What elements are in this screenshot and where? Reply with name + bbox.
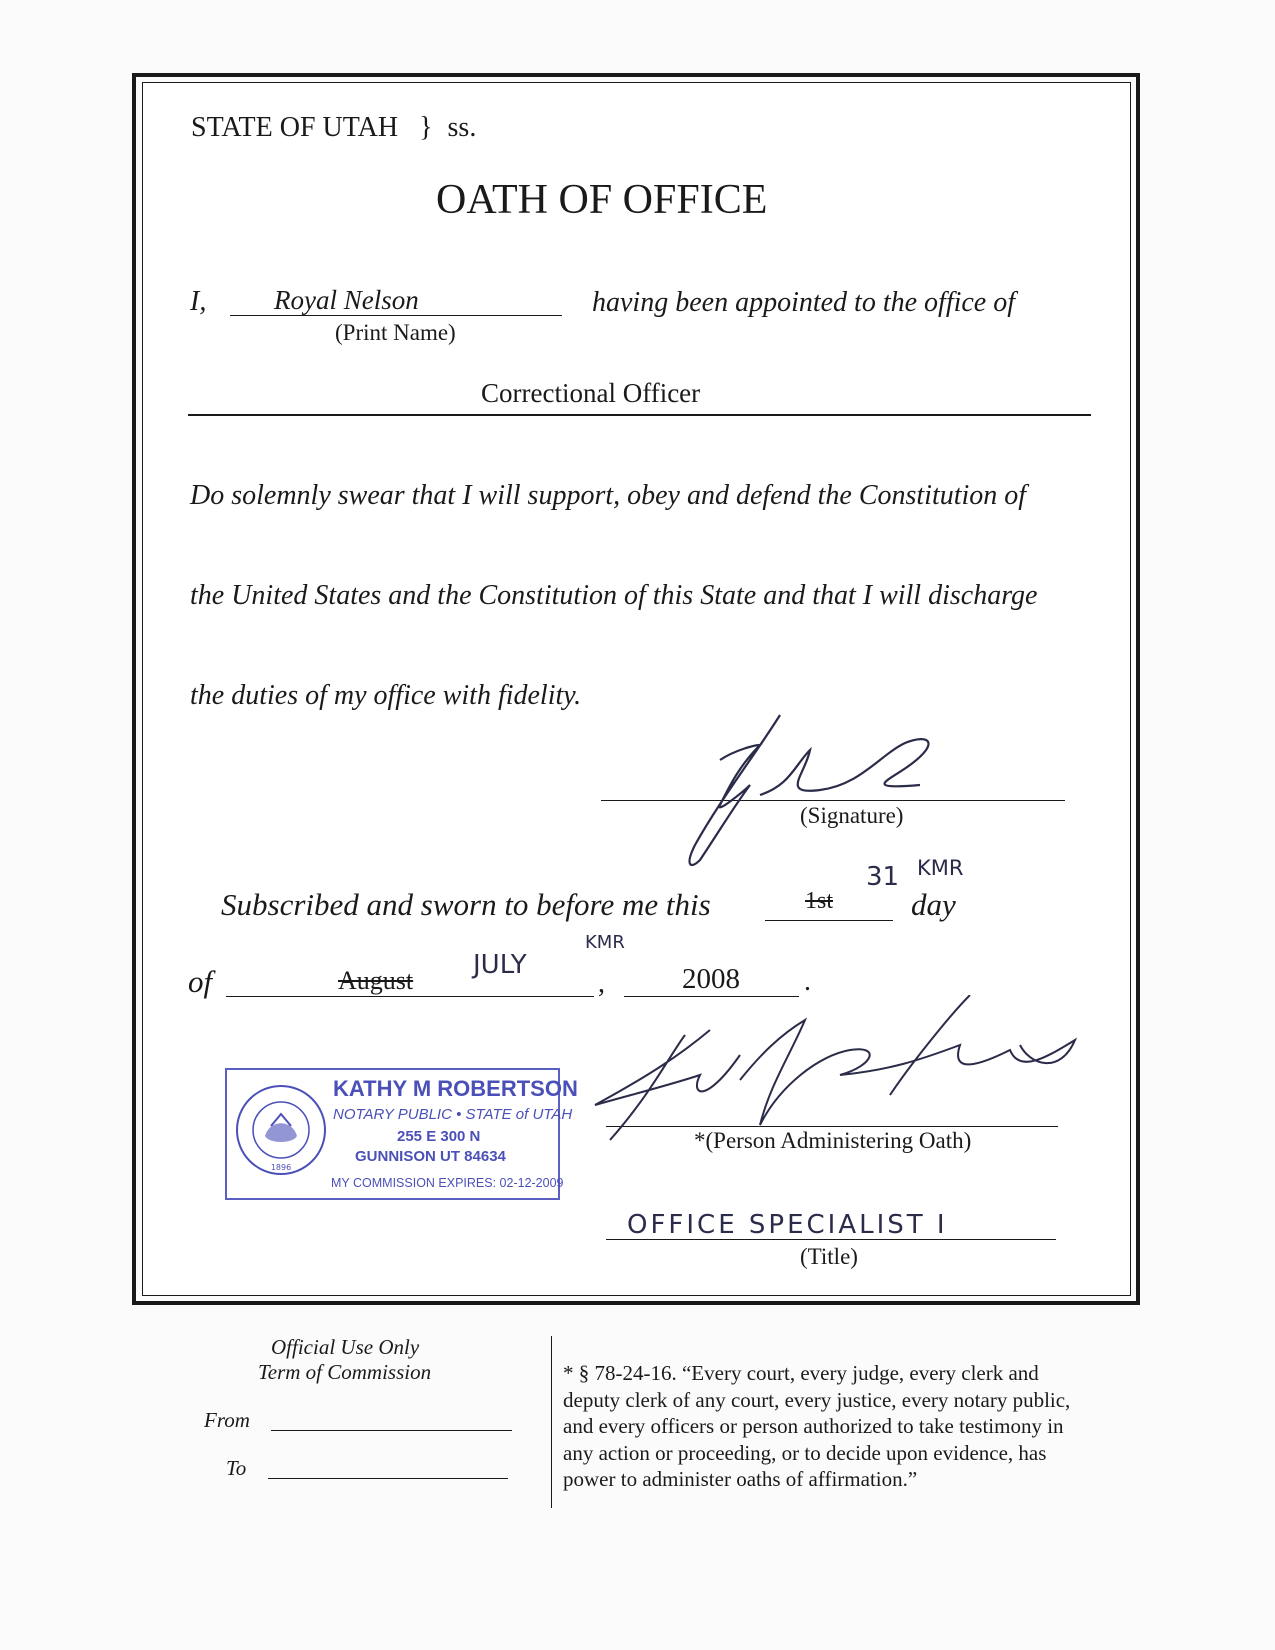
name-value: Royal Nelson <box>274 285 419 315</box>
state-label: STATE OF UTAH <box>191 112 399 143</box>
notary-expires: MY COMMISSION EXPIRES: 02-12-2009 <box>331 1176 564 1190</box>
period: . <box>804 966 811 997</box>
footnote-line-5: power to administer oaths of affirmation.” <box>563 1467 918 1491</box>
oath-line-1: Do solemnly swear that I will support, obey and defend the Constitution of <box>190 480 1027 511</box>
brace: } <box>419 112 433 143</box>
day-initials: KMR <box>917 856 964 880</box>
name-caption: (Print Name) <box>335 320 456 345</box>
from-line <box>271 1408 512 1431</box>
notary-address-2: GUNNISON UT 84634 <box>355 1148 506 1165</box>
title-caption: (Title) <box>800 1244 858 1269</box>
pronoun-i: I, <box>190 286 207 317</box>
to-label: To <box>226 1456 247 1480</box>
to-line <box>268 1456 508 1479</box>
title-handwritten: OFFICE SPECIALIST I <box>627 1210 948 1240</box>
footnote-line-1: * § 78-24-16. “Every court, every judge, every clerk and <box>563 1361 1039 1385</box>
state-seal-icon <box>235 1084 327 1176</box>
official-use-heading: Official Use Only <box>271 1335 420 1359</box>
footnote-line-3: and every officers or person authorized to take testimony in <box>563 1414 1064 1438</box>
administrator-caption: *(Person Administering Oath) <box>694 1128 972 1153</box>
footer-divider <box>551 1336 552 1508</box>
ss-label: ss. <box>447 112 477 143</box>
statute-footnote <box>563 1360 1070 1493</box>
subscribed-text: Subscribed and sworn to before me this <box>221 887 711 922</box>
page-title: OATH OF OFFICE <box>436 177 768 223</box>
administrator-signature-scribble <box>590 995 1090 1145</box>
notary-stamp <box>225 1068 578 1200</box>
day-handwritten: 31 <box>866 862 900 892</box>
month-handwritten: JULY <box>473 950 527 980</box>
notary-name: KATHY M ROBERTSON <box>333 1076 578 1101</box>
seal-year: 1896 <box>270 1163 292 1172</box>
signature-caption: (Signature) <box>800 803 904 828</box>
notary-role: NOTARY PUBLIC • STATE of UTAH <box>333 1106 573 1123</box>
oath-line-2: the United States and the Constitution of this State and that I will discharge <box>190 580 1038 611</box>
office-value: Correctional Officer <box>481 378 701 408</box>
oath-line-3: the duties of my office with fidelity. <box>190 680 582 711</box>
from-label: From <box>204 1408 250 1432</box>
footnote-line-4: any action or proceeding, or to decide upon evidence, has <box>563 1440 1047 1465</box>
of-word: of <box>188 964 213 999</box>
day-word: day <box>911 887 956 922</box>
venue-line <box>191 112 476 144</box>
term-heading: Term of Commission <box>258 1360 432 1384</box>
comma: , <box>598 968 605 999</box>
month-struck: August <box>338 966 414 995</box>
year-value: 2008 <box>682 963 740 995</box>
signature-scribble <box>660 705 1000 875</box>
notary-address-1: 255 E 300 N <box>397 1128 481 1145</box>
appointment-phrase: having been appointed to the office of <box>592 287 1016 318</box>
month-initials: KMR <box>585 932 625 953</box>
footnote-line-2: deputy clerk of any court, every justice, every notary public, <box>563 1387 1071 1412</box>
day-struck: 1st <box>805 888 834 914</box>
